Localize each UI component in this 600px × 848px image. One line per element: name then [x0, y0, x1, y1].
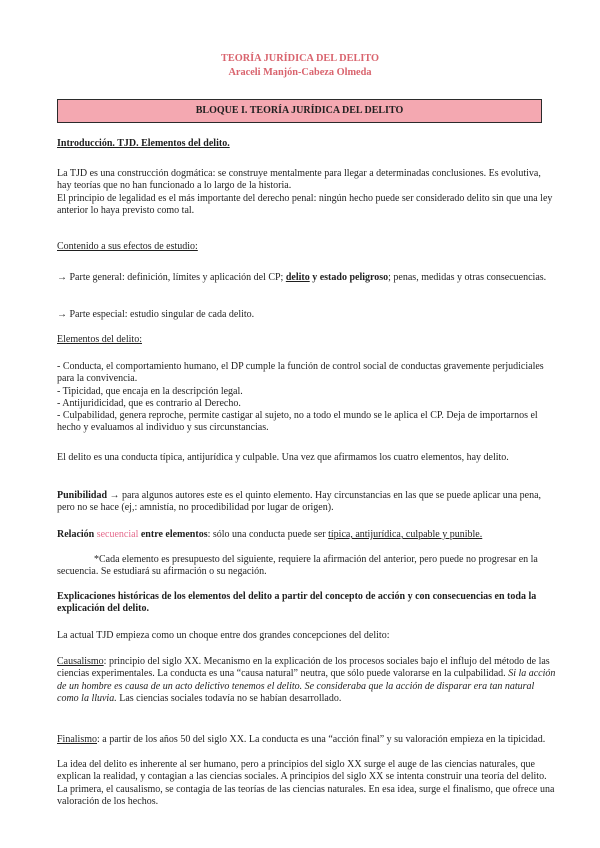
- elementos-heading: Elementos del delito:: [57, 334, 142, 345]
- punibilidad-text: para algunos autores este es el quinto elemento. Hay circunstancias en las que se puede aplicar una pena, pero no se hace (ej,: amnistía, no procedibilidad por lugar de origen).: [57, 490, 542, 514]
- relacion-label2: entre elementos: [138, 529, 208, 540]
- parte-especial: → Parte especial: estudio singular de cada delito.: [57, 309, 255, 320]
- causalismo-text: : principio del siglo XX. Mecanismo en la explicación de los procesos sociales bajo el influjo del método de las ciencias experimentales. La conducta es una “causa natural” neutra, que sólo puede valorarse en la culpabilidad.: [57, 656, 550, 680]
- section-banner: BLOQUE I. TEORÍA JURÍDICA DEL DELITO: [57, 99, 542, 123]
- document-title: TEORÍA JURÍDICA DEL DELITO: [220, 53, 380, 64]
- paragraph-actual: La actual TJD empieza como un choque entre dos grandes concepciones del delito:: [57, 630, 390, 641]
- document-header: [0, 52, 600, 80]
- elementos-list: [57, 361, 557, 435]
- paragraph-punibilidad: [57, 490, 557, 515]
- paragraph-finalismo-2: La idea del delito es inherente al ser humano, pero a principios del siglo XX surge el auge de las ciencias naturales, que explican la realidad, y contagian a las ciencias sociales. A principios del siglo XX se intenta construir una teoría del delito. La primera, el causalismo, se contagia de las teorías de las ciencias naturales. En esa idea, surge el finalismo, que ofrece una valoración de los hechos.: [57, 759, 555, 807]
- intro-heading: Introducción. TJD. Elementos del delito.: [57, 138, 230, 149]
- relacion-underlined: típica, antijurídica, culpable y punible.: [328, 529, 483, 540]
- list-item: - Tipicidad, que encaja en la descripción legal.: [57, 385, 243, 397]
- list-item: - Antijuridicidad, que es contrario al Derecho.: [57, 397, 241, 409]
- relacion-secuencial: secuencial: [94, 529, 139, 540]
- explicaciones-heading: Explicaciones históricas de los elementos del delito a partir del concepto de acción y con consecuencias en toda la explicación del delito.: [57, 591, 537, 615]
- finalismo-label: Finalismo: [57, 734, 98, 745]
- document-author: Araceli Manjón-Cabeza Olmeda: [228, 67, 372, 78]
- list-item: - Culpabilidad, genera reproche, permite castigar al sujeto, no a todo el mundo se le aplica el CP. Deja de importarnos el hecho y evaluamos al individuo y sus circunstancias.: [57, 410, 538, 434]
- paragraph-finalismo: [57, 734, 557, 746]
- causalismo-label: Causalismo: [57, 656, 104, 667]
- finalismo-text: : a partir de los años 50 del siglo XX. La conducta es una “acción final” y su valoración empieza en la tipicidad.: [97, 734, 546, 745]
- causalismo-post: Las ciencias sociales todavía no se habían desarrollado.: [116, 692, 342, 704]
- relacion-note: [57, 554, 557, 579]
- list-item: - Conducta, el comportamiento humano, el DP cumple la función de control social de conductas gravemente perjudiciales para la convivencia.: [57, 361, 544, 385]
- parte-general-pre: → Parte general: definición, límites y aplicación del CP;: [57, 272, 286, 283]
- parte-general-estado: y estado peligroso: [309, 272, 389, 283]
- arrow-icon: →: [107, 490, 120, 501]
- paragraph-causalismo: [57, 656, 557, 705]
- paragraph-delito: El delito es una conducta típica, antijurídica y culpable. Una vez que afirmamos los cuatro elementos, hay delito.: [57, 452, 509, 463]
- relacion-note-text: *Cada elemento es presupuesto del siguiente, requiere la afirmación del anterior, pero puede no progresar en la secuencia. Se estudiará su afirmación o su negación.: [57, 554, 538, 578]
- paragraph-relacion: [57, 529, 557, 541]
- relacion-label: Relación: [57, 529, 95, 540]
- punibilidad-label: Punibilidad: [57, 490, 108, 501]
- parte-general-post: ; penas, medidas y otras consecuencias.: [388, 272, 547, 283]
- contenido-heading: Contenido a sus efectos de estudio:: [57, 241, 198, 252]
- parte-general: [57, 272, 557, 284]
- relacion-text: : sólo una conducta puede ser: [207, 529, 329, 540]
- causalismo-italic: Si la acción de un hombre es causa de un acto delictivo tenemos el delito. Se consideraba que la acción de disparar era tan natural como la lluvia.: [57, 668, 556, 704]
- paragraph-tjd: La TJD es una construcción dogmática: se construye mentalmente para llegar a determinadas conclusiones. Es evolutiva, hay teorías que no han funcionado a lo largo de la historia.: [57, 168, 541, 192]
- parte-general-delito: delito: [285, 272, 310, 283]
- paragraph-legalidad: El principio de legalidad es el más importante del derecho penal: ningún hecho puede ser considerado delito sin que una ley anterior lo haya previsto como tal.: [57, 193, 553, 217]
